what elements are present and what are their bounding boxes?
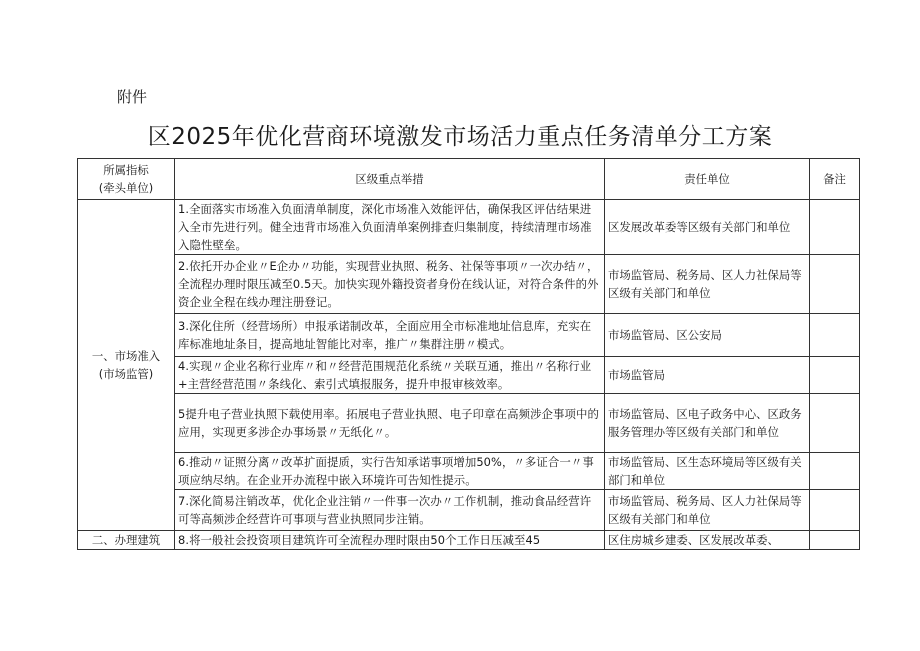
group-cell-market-access [78, 200, 175, 531]
table-row [78, 314, 860, 357]
remark-cell [810, 200, 860, 255]
unit-cell: 市场监管局、区电子政务中心、区政务服务管理办等区级有关部门和单位 [605, 394, 810, 453]
remark-cell [810, 357, 860, 394]
group-label-line2: (市场监管) [98, 367, 154, 381]
unit-cell: 区发展改革委等区级有关部门和单位 [605, 200, 810, 255]
document-title: 区2025年优化营商环境激发市场活力重点任务清单分工方案 [147, 124, 773, 150]
measure-cell: 5提升电子营业执照下载使用率。拓展电子营业执照、电子印章在高频涉企事项中的应用，实现更多涉企办事场景〃无纸化〃。 [175, 394, 605, 453]
table-row [78, 490, 860, 531]
table-row [78, 200, 860, 255]
unit-cell: 市场监管局、区公安局 [605, 314, 810, 357]
header-measure: 区级重点举措 [175, 159, 605, 200]
remark-cell [810, 453, 860, 490]
unit-cell: 市场监管局、区生态环境局等区级有关部门和单位 [605, 453, 810, 490]
measure-cell: 2.依托开办企业〃E企办〃功能，实现营业执照、税务、社保等事项〃一次办结〃，全流程办理时限压减至0.5天。加快实现外籍投资者身份在线认证，对符合条件的外资企业全程在线办理注册登记。 [175, 255, 605, 314]
measure-cell: 6.推动〃证照分离〃改革扩面提质，实行告知承诺事项增加50%，〃多证合一〃事项应纳尽纳。在企业开办流程中嵌入环境许可告知性提示。 [175, 453, 605, 490]
remark-cell [810, 255, 860, 314]
measure-cell: 3.深化住所（经营场所）申报承诺制改革，全面应用全市标准地址信息库，充实在库标准地址条目，提高地址智能比对率，推广〃集群注册〃模式。 [175, 314, 605, 357]
unit-cell: 市场监管局 [605, 357, 810, 394]
task-table [77, 158, 860, 550]
unit-cell: 市场监管局、税务局、区人力社保局等区级有关部门和单位 [605, 490, 810, 531]
group-label-line1: 一、市场准入 [91, 349, 161, 363]
remark-cell [810, 490, 860, 531]
table-row [78, 357, 860, 394]
header-category [78, 159, 175, 200]
header-unit: 责任单位 [605, 159, 810, 200]
table-row [78, 531, 860, 550]
measure-cell: 1.全面落实市场准入负面清单制度，深化市场准入效能评估，确保我区评估结果进入全市先进行列。健全违背市场准入负面清单案例排查归集制度，持续清理市场准入隐性壁垒。 [175, 200, 605, 255]
header-category-line2: (牵头单位) [98, 181, 154, 195]
unit-cell: 区住房城乡建委、区发展改革委、 [605, 531, 810, 550]
measure-cell: 7.深化简易注销改革，优化企业注销〃一件事一次办〃工作机制，推动食品经营许可等高频涉企经营许可事项与营业执照同步注销。 [175, 490, 605, 531]
unit-cell: 市场监管局、税务局、区人力社保局等区级有关部门和单位 [605, 255, 810, 314]
remark-cell [810, 531, 860, 550]
table-row [78, 394, 860, 453]
remark-cell [810, 394, 860, 453]
group-label-line1: 二、办理建筑 [91, 533, 161, 547]
header-category-line1: 所属指标 [103, 163, 149, 177]
remark-cell [810, 314, 860, 357]
header-remark: 备注 [810, 159, 860, 200]
group-cell-construction-permit [78, 531, 175, 550]
table-header-row [78, 159, 860, 200]
attachment-label: 附件 [117, 88, 148, 106]
table-row [78, 453, 860, 490]
table-row [78, 255, 860, 314]
measure-cell: 8.将一般社会投资项目建筑许可全流程办理时限由50个工作日压减至45 [175, 531, 605, 550]
measure-cell: 4.实现〃企业名称行业库〃和〃经营范围规范化系统〃关联互通，推出〃名称行业+主营经营范围〃条线化、索引式填报服务，提升申报审核效率。 [175, 357, 605, 394]
